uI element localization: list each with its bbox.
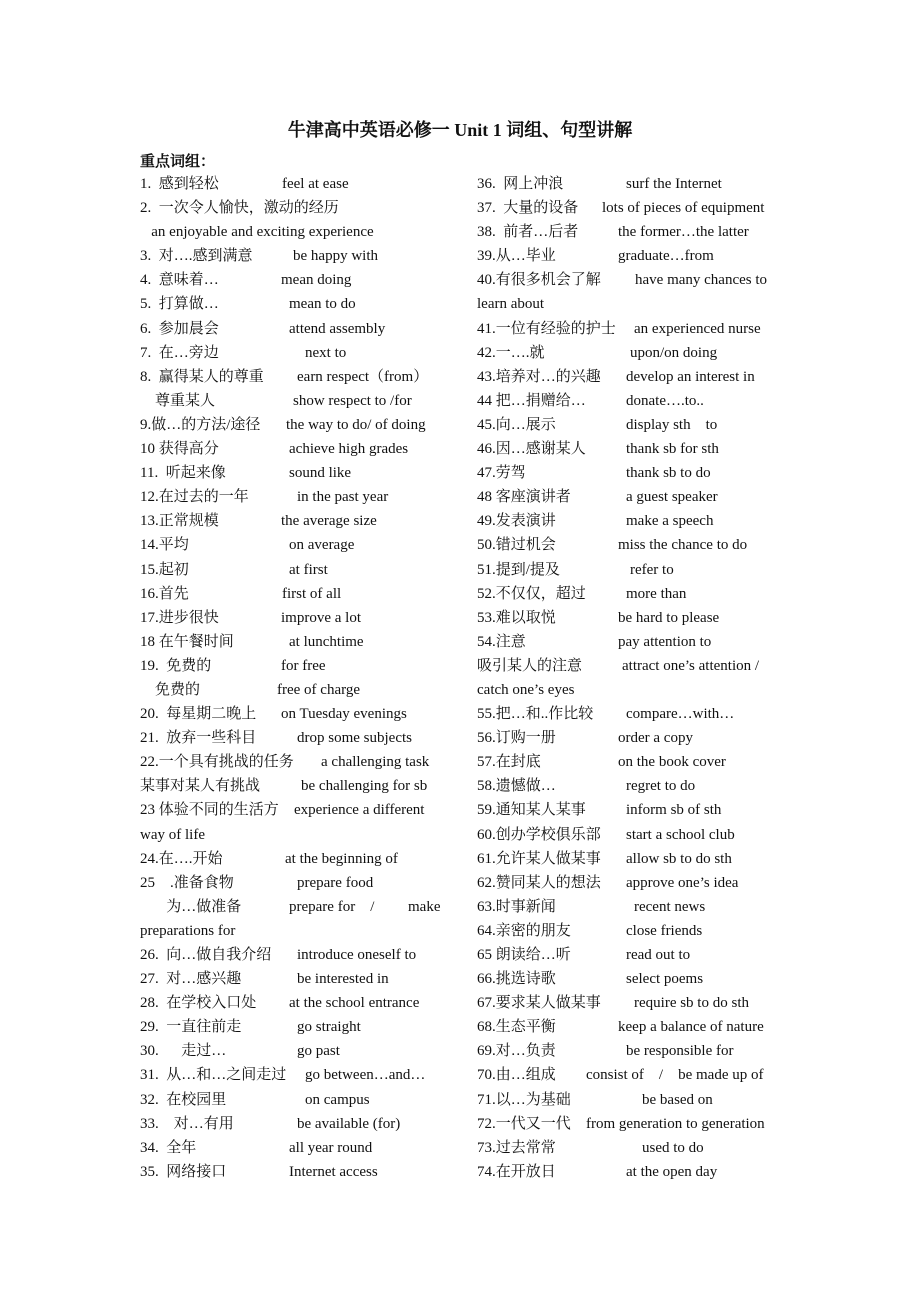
phrase-english: Internet access	[289, 1163, 378, 1180]
phrase-chinese: 43.培养对…的兴趣	[477, 368, 601, 385]
phrase-chinese: 4. 意味着…	[140, 272, 219, 289]
phrase-chinese: 37. 大量的设备	[477, 200, 579, 217]
phrase-english: more than	[626, 585, 687, 602]
phrase-english: allow sb to do sth	[626, 850, 732, 867]
phrase-chinese: 36. 网上冲浪	[477, 176, 564, 192]
phrase-english: improve a lot	[281, 609, 361, 626]
phrase-chinese: 44 把…捐赠给…	[477, 392, 586, 409]
phrase-row	[140, 895, 450, 919]
phrase-row	[140, 967, 450, 991]
phrase-row	[140, 509, 450, 533]
phrase-english: select poems	[626, 971, 704, 988]
phrase-chinese: 21. 放弃一些科目	[140, 730, 257, 747]
phrase-chinese: 31. 从…和…之间走过	[140, 1067, 287, 1084]
phrase-chinese: 42.一….就	[477, 344, 545, 361]
phrase-chinese: 22.一个具有挑战的任务	[140, 754, 294, 771]
phrase-row	[477, 1039, 787, 1063]
phrase-chinese: 2. 一次令人愉快，激动的经历	[140, 200, 339, 217]
phrase-chinese: 64.亲密的朋友	[477, 922, 571, 939]
phrase-row	[477, 341, 787, 365]
phrase-english: lots of pieces of equipment	[602, 200, 765, 217]
phrase-row	[140, 1063, 450, 1087]
phrase-english: attract one’s attention /	[622, 657, 760, 674]
phrase-row	[140, 437, 450, 461]
phrase-chinese: 11. 听起来像	[140, 465, 226, 482]
phrase-chinese: 66.挑选诗歌	[477, 971, 556, 988]
phrase-row	[477, 196, 787, 220]
phrase-english: donate….to..	[626, 392, 704, 409]
phrase-chinese: catch one’s eyes	[477, 681, 575, 698]
phrase-chinese: 为…做准备	[140, 898, 242, 915]
phrase-english: start a school club	[626, 826, 735, 843]
phrase-english: on Tuesday evenings	[281, 706, 407, 723]
phrase-english: miss the chance to do	[618, 537, 748, 554]
phrase-row	[140, 774, 450, 798]
phrase-chinese: 26. 向…做自我介绍	[140, 947, 272, 963]
phrase-row	[477, 943, 787, 967]
phrase-row	[140, 847, 450, 871]
phrase-row	[140, 871, 450, 895]
phrase-english: display sth to	[626, 416, 718, 433]
phrase-chinese: 53.难以取悦	[477, 609, 556, 626]
phrase-row	[477, 365, 787, 389]
phrase-row	[140, 558, 450, 582]
phrase-english-continued: make	[408, 898, 441, 915]
phrase-english: thank sb for sth	[626, 441, 719, 458]
phrase-chinese: 24.在….开始	[140, 850, 223, 867]
phrase-english: prepare for /	[289, 898, 375, 915]
phrase-row	[140, 823, 450, 847]
phrase-row	[140, 798, 450, 822]
phrase-english: be happy with	[293, 248, 378, 265]
phrase-row	[477, 461, 787, 485]
phrase-chinese: 46.因…感谢某人	[477, 441, 586, 458]
phrase-chinese: 27. 对…感兴趣	[140, 971, 242, 988]
phrase-row	[140, 630, 450, 654]
phrase-english: close friends	[626, 922, 703, 939]
phrase-chinese: 25 .准备食物	[140, 874, 234, 891]
phrase-chinese: 69.对…负责	[477, 1043, 556, 1060]
phrase-english: be hard to please	[618, 609, 720, 626]
phrase-row	[140, 292, 450, 316]
phrase-row	[477, 389, 787, 413]
phrase-chinese: 5. 打算做…	[140, 296, 219, 313]
phrase-english: all year round	[289, 1139, 373, 1156]
phrase-chinese: 某事对某人有挑战	[140, 778, 261, 795]
phrase-chinese: 57.在封底	[477, 754, 541, 771]
phrase-english: refer to	[630, 561, 674, 578]
phrase-english: on campus	[305, 1091, 370, 1108]
phrase-chinese: 74.在开放日	[477, 1163, 556, 1180]
phrase-chinese: 47.劳驾	[477, 465, 526, 482]
phrase-chinese: 45.向…展示	[477, 416, 556, 433]
phrase-row	[477, 798, 787, 822]
phrase-chinese: 6. 参加晨会	[140, 320, 219, 337]
phrase-english: next to	[305, 344, 347, 361]
phrase-row	[140, 726, 450, 750]
phrase-row	[140, 919, 450, 943]
phrase-english: be responsible for	[626, 1043, 734, 1060]
phrase-chinese: 51.提到/提及	[477, 561, 560, 578]
phrase-row	[140, 1160, 450, 1184]
phrase-english: used to do	[642, 1139, 704, 1156]
phrase-chinese: preparations for	[140, 922, 236, 939]
phrase-english: keep a balance of nature	[618, 1019, 764, 1036]
phrase-chinese: 35. 网络接口	[140, 1163, 227, 1180]
phrase-row	[477, 1088, 787, 1112]
phrase-english: be interested in	[297, 971, 389, 988]
phrase-english: at first	[289, 561, 328, 578]
phrase-row	[140, 365, 450, 389]
phrase-chinese: 9.做…的方法/途径	[140, 416, 261, 433]
phrase-chinese: 17.进步很快	[140, 609, 219, 626]
phrase-chinese: 16.首先	[140, 585, 189, 602]
phrase-chinese: 41.一位有经验的护士	[477, 320, 616, 337]
phrase-chinese: 1. 感到轻松	[140, 176, 219, 192]
phrase-row	[140, 389, 450, 413]
phrase-row	[477, 726, 787, 750]
phrase-chinese: 33. 对…有用	[140, 1115, 234, 1132]
phrase-english: regret to do	[626, 778, 696, 795]
phrase-row	[477, 533, 787, 557]
phrase-chinese: 52.不仅仅，超过	[477, 585, 586, 602]
phrase-row	[477, 582, 787, 606]
phrase-english: read out to	[626, 947, 691, 963]
phrase-chinese: 尊重某人	[140, 392, 216, 409]
phrase-english: prepare food	[297, 874, 374, 891]
phrase-row	[477, 967, 787, 991]
phrase-row	[477, 774, 787, 798]
phrase-row	[140, 1136, 450, 1160]
phrase-english: require sb to do sth	[634, 995, 749, 1012]
phrase-chinese: 免费的	[140, 681, 201, 698]
phrase-row	[140, 1088, 450, 1112]
phrase-english: develop an interest in	[626, 368, 755, 385]
phrase-chinese: 19. 免费的	[140, 657, 212, 674]
phrase-row	[140, 606, 450, 630]
phrase-english: a guest speaker	[626, 489, 718, 506]
right-column	[477, 172, 787, 1184]
phrase-chinese: 7. 在…旁边	[140, 344, 219, 361]
phrase-english: mean to do	[289, 296, 356, 313]
phrase-english: the average size	[281, 513, 377, 530]
phrase-english: pay attention to	[618, 633, 712, 650]
phrase-english: at the school entrance	[289, 995, 420, 1012]
phrase-english: go between…and…	[305, 1067, 426, 1084]
phrase-english: approve one’s idea	[626, 874, 739, 891]
phrase-row	[140, 485, 450, 509]
document-title: 牛津高中英语必修一 Unit 1 词组、句型讲解	[287, 120, 633, 140]
phrase-chinese: 40.有很多机会了解	[477, 272, 601, 289]
phrase-row	[140, 678, 450, 702]
phrase-row	[477, 1136, 787, 1160]
phrase-row	[140, 413, 450, 437]
phrase-chinese: 23 体验不同的生活方	[140, 802, 279, 819]
phrase-chinese: 20. 每星期二晚上	[140, 706, 257, 723]
phrase-chinese: 10 获得高分	[140, 441, 219, 458]
phrase-english: have many chances to	[635, 272, 768, 289]
phrase-english: the way to do/ of doing	[286, 416, 426, 433]
phrase-chinese: 67.要求某人做某事	[477, 995, 601, 1012]
phrase-english: achieve high grades	[289, 441, 409, 458]
phrase-row	[140, 220, 450, 244]
phrase-english: upon/on doing	[630, 344, 718, 361]
phrase-row	[477, 509, 787, 533]
phrase-chinese: 70.由…组成	[477, 1067, 556, 1084]
phrase-english: introduce oneself to	[297, 947, 417, 963]
phrase-english: go past	[297, 1043, 340, 1060]
phrase-english: surf the Internet	[626, 176, 722, 192]
phrase-chinese: way of life	[140, 826, 205, 843]
phrase-row	[477, 702, 787, 726]
phrase-english: make a speech	[626, 513, 714, 530]
phrase-row	[477, 413, 787, 437]
phrase-english: consist of / be made up of	[586, 1067, 764, 1084]
phrase-english: inform sb of sth	[626, 802, 722, 819]
phrase-english: at the beginning of	[285, 850, 398, 867]
phrase-chinese: 68.生态平衡	[477, 1019, 556, 1036]
phrase-english: graduate…from	[618, 248, 714, 265]
phrase-row	[140, 1015, 450, 1039]
phrase-chinese: 48 客座演讲者	[477, 489, 571, 506]
phrase-chinese: 50.错过机会	[477, 537, 556, 554]
phrase-chinese: 55.把…和..作比较	[477, 706, 594, 723]
phrase-english: recent news	[634, 898, 706, 915]
phrase-row	[140, 196, 450, 220]
phrase-chinese: an enjoyable and exciting experience	[140, 224, 374, 241]
phrase-english: sound like	[289, 465, 352, 482]
phrase-chinese: 73.过去常常	[477, 1139, 556, 1156]
phrase-chinese: 56.订购一册	[477, 730, 556, 747]
phrase-row	[477, 1063, 787, 1087]
phrase-chinese: 3. 对….感到满意	[140, 248, 253, 265]
phrase-chinese: 39.从…毕业	[477, 248, 556, 265]
phrase-chinese: 65 朗读给…听	[477, 947, 571, 963]
phrase-chinese: 71.以…为基础	[477, 1091, 571, 1108]
phrase-row	[477, 268, 787, 292]
phrase-row	[477, 220, 787, 244]
phrase-english: free of charge	[277, 681, 360, 698]
phrase-row	[140, 750, 450, 774]
left-column	[140, 172, 450, 1184]
phrase-chinese: 吸引某人的注意	[477, 657, 583, 674]
phrase-row	[477, 750, 787, 774]
phrase-chinese: 34. 全年	[140, 1139, 197, 1156]
phrase-row	[140, 172, 450, 196]
section-heading: 重点词组：	[140, 154, 216, 170]
phrase-row	[477, 919, 787, 943]
phrase-chinese: 63.时事新闻	[477, 898, 556, 915]
phrase-english: be challenging for sb	[301, 778, 428, 795]
phrase-chinese: 61.允许某人做某事	[477, 850, 601, 867]
phrase-row	[477, 558, 787, 582]
phrase-row	[477, 317, 787, 341]
phrase-row	[140, 244, 450, 268]
phrase-english: experience a different	[294, 802, 425, 819]
phrase-row	[477, 871, 787, 895]
phrase-row	[140, 991, 450, 1015]
phrase-english: an experienced nurse	[634, 320, 761, 337]
phrase-english: order a copy	[618, 730, 693, 747]
phrase-english: go straight	[297, 1019, 361, 1036]
phrase-row	[477, 654, 787, 678]
phrase-chinese: 32. 在校园里	[140, 1091, 227, 1108]
phrase-chinese: 14.平均	[140, 537, 189, 554]
phrase-english: mean doing	[281, 272, 352, 289]
phrase-row	[140, 533, 450, 557]
phrase-english: the former…the latter	[618, 224, 749, 241]
phrase-chinese: 8. 赢得某人的尊重	[140, 368, 264, 385]
phrase-row	[140, 268, 450, 292]
phrase-chinese: 28. 在学校入口处	[140, 995, 257, 1012]
phrase-row	[477, 437, 787, 461]
phrase-chinese: 38. 前者…后者	[477, 224, 579, 241]
phrase-row	[140, 341, 450, 365]
phrase-chinese: 15.起初	[140, 561, 189, 578]
phrase-chinese: 58.遗憾做…	[477, 778, 556, 795]
phrase-row	[477, 823, 787, 847]
phrase-row	[140, 702, 450, 726]
phrase-row	[477, 485, 787, 509]
phrase-english: on average	[289, 537, 355, 554]
phrase-english: feel at ease	[282, 176, 349, 192]
phrase-english: be available (for)	[297, 1115, 401, 1132]
phrase-row	[477, 1160, 787, 1184]
phrase-chinese: learn about	[477, 296, 545, 313]
phrase-english: from generation to generation	[586, 1115, 765, 1132]
phrase-chinese: 18 在午餐时间	[140, 633, 234, 650]
phrase-row	[477, 991, 787, 1015]
phrase-chinese: 49.发表演讲	[477, 513, 556, 530]
phrase-row	[140, 317, 450, 341]
phrase-chinese: 59.通知某人某事	[477, 802, 586, 819]
phrase-chinese: 29. 一直往前走	[140, 1019, 242, 1036]
phrase-chinese: 62.赞同某人的想法	[477, 874, 601, 891]
phrase-english: be based on	[642, 1091, 713, 1108]
phrase-english: in the past year	[297, 489, 389, 506]
phrase-row	[477, 172, 787, 196]
phrase-row	[140, 1039, 450, 1063]
phrase-english: compare…with…	[626, 706, 735, 723]
phrase-chinese: 54.注意	[477, 633, 526, 650]
phrase-english: drop some subjects	[297, 730, 412, 747]
phrase-chinese: 72.一代又一代	[477, 1115, 571, 1132]
phrase-row	[477, 1112, 787, 1136]
phrase-english: at the open day	[626, 1163, 718, 1180]
phrase-row	[477, 678, 787, 702]
phrase-row	[140, 461, 450, 485]
phrase-english: thank sb to do	[626, 465, 711, 482]
phrase-row	[140, 582, 450, 606]
phrase-english: at lunchtime	[289, 633, 364, 650]
phrase-chinese: 30. 走过…	[140, 1043, 227, 1060]
phrase-row	[477, 1015, 787, 1039]
phrase-row	[140, 943, 450, 967]
phrase-row	[477, 895, 787, 919]
phrase-row	[477, 847, 787, 871]
phrase-english: show respect to /for	[293, 392, 412, 409]
phrase-row	[477, 606, 787, 630]
phrase-english: a challenging task	[321, 754, 430, 771]
phrase-chinese: 12.在过去的一年	[140, 489, 249, 506]
phrase-row	[140, 654, 450, 678]
phrase-english: for free	[281, 657, 326, 674]
phrase-english: earn respect（from）	[297, 368, 429, 385]
phrase-row	[140, 1112, 450, 1136]
phrase-chinese: 13.正常规模	[140, 513, 219, 530]
phrase-chinese: 60.创办学校俱乐部	[477, 826, 601, 843]
phrase-row	[477, 244, 787, 268]
phrase-english: first of all	[282, 585, 342, 602]
phrase-row	[477, 630, 787, 654]
phrase-english: on the book cover	[618, 754, 726, 771]
phrase-english: attend assembly	[289, 320, 386, 337]
phrase-row	[477, 292, 787, 316]
